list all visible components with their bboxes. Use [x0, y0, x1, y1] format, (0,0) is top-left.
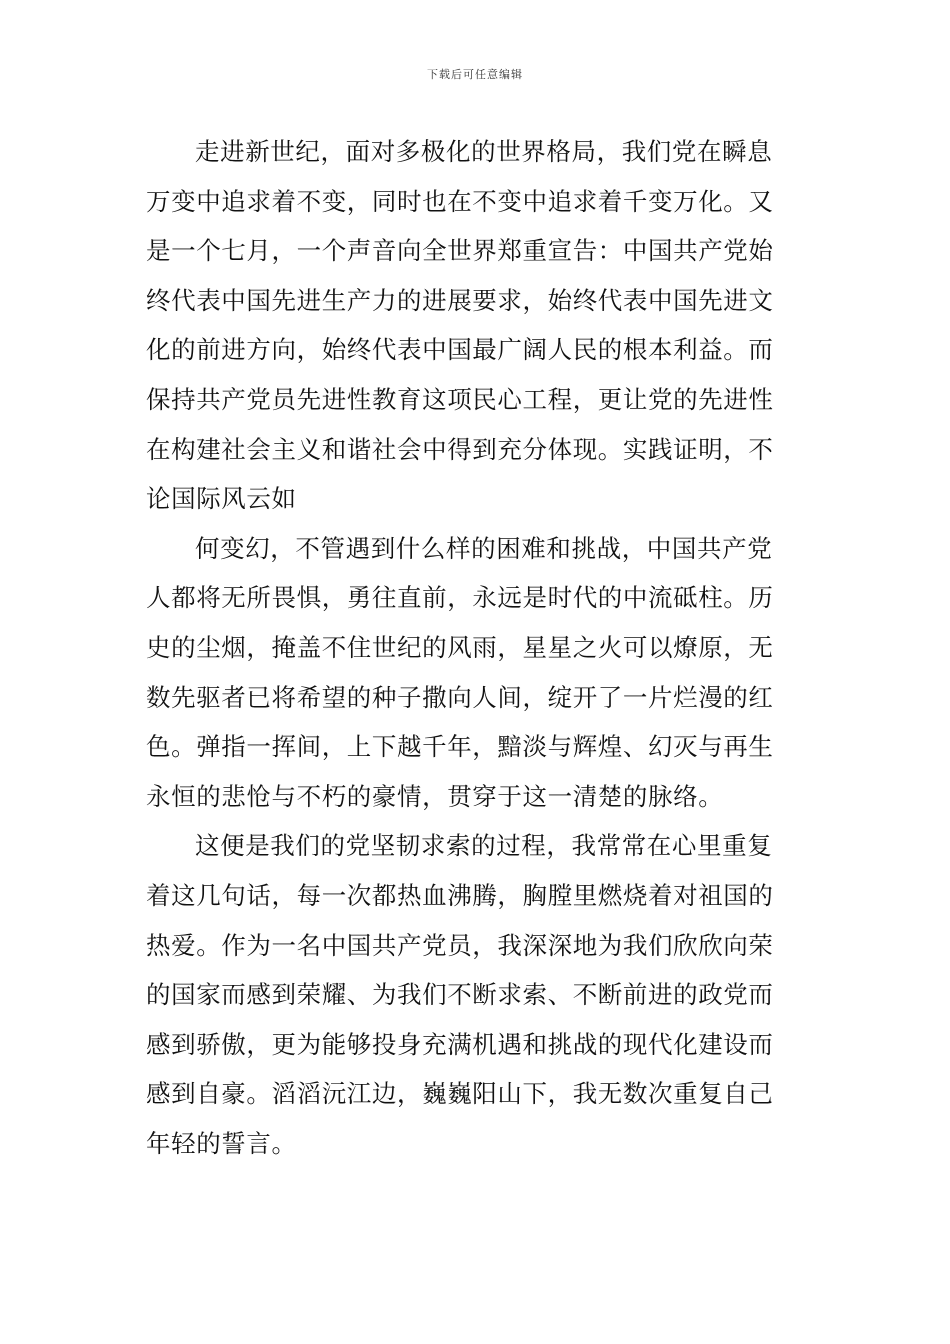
- text-line: 是一个七月，一个声音向全世界郑重宣告：中国共产党始: [146, 236, 774, 266]
- text-line: 这便是我们的党坚韧求索的过程，我常常在心里重复: [195, 831, 773, 861]
- paragraph-3: [146, 821, 808, 1168]
- text-line: 色。弹指一挥间，上下越千年，黯淡与辉煌、幻灭与再生: [146, 732, 774, 762]
- text-line: 史的尘烟，掩盖不住世纪的风雨，星星之火可以燎原，无: [146, 632, 774, 662]
- text-line: 论国际风云如: [146, 484, 297, 514]
- text-line: 热爱。作为一名中国共产党员，我深深地为我们欣欣向荣: [146, 930, 774, 960]
- text-line: 人都将无所畏惧，勇往直前，永远是时代的中流砥柱。历: [146, 583, 774, 613]
- text-line: 感到自豪。滔滔沅江边，巍巍阳山下，我无数次重复自己: [146, 1079, 774, 1109]
- text-line: 在构建社会主义和谐社会中得到充分体现。实践证明，不: [146, 434, 774, 464]
- text-line: 感到骄傲，更为能够投身充满机遇和挑战的现代化建设而: [146, 1029, 774, 1059]
- text-line: 数先驱者已将希望的种子撒向人间，绽开了一片烂漫的红: [146, 682, 774, 712]
- text-line: 何变幻，不管遇到什么样的困难和挑战，中国共产党: [195, 533, 773, 563]
- text-line: 化的前进方向，始终代表中国最广阔人民的根本利益。而: [146, 335, 774, 365]
- text-line: 着这几句话，每一次都热血沸腾，胸膛里燃烧着对祖国的: [146, 880, 774, 910]
- text-line: 的国家而感到荣耀、为我们不断求索、不断前进的政党而: [146, 980, 774, 1010]
- text-line: 终代表中国先进生产力的进展要求，始终代表中国先进文: [146, 285, 774, 315]
- paragraph-2: [146, 524, 808, 822]
- text-line: 年轻的誓言。: [146, 1128, 297, 1158]
- document-body: [146, 127, 808, 1168]
- paragraph-1: [146, 127, 808, 524]
- page-header: 下载后可任意编辑: [427, 68, 523, 81]
- text-line: 永恒的悲怆与不朽的豪情，贯穿于这一清楚的脉络。: [146, 781, 724, 811]
- text-line: 万变中追求着不变，同时也在不变中追求着千变万化。又: [146, 186, 774, 216]
- text-line: 保持共产党员先进性教育这项民心工程，更让党的先进性: [146, 384, 774, 414]
- text-line: 走进新世纪，面对多极化的世界格局，我们党在瞬息: [195, 137, 773, 166]
